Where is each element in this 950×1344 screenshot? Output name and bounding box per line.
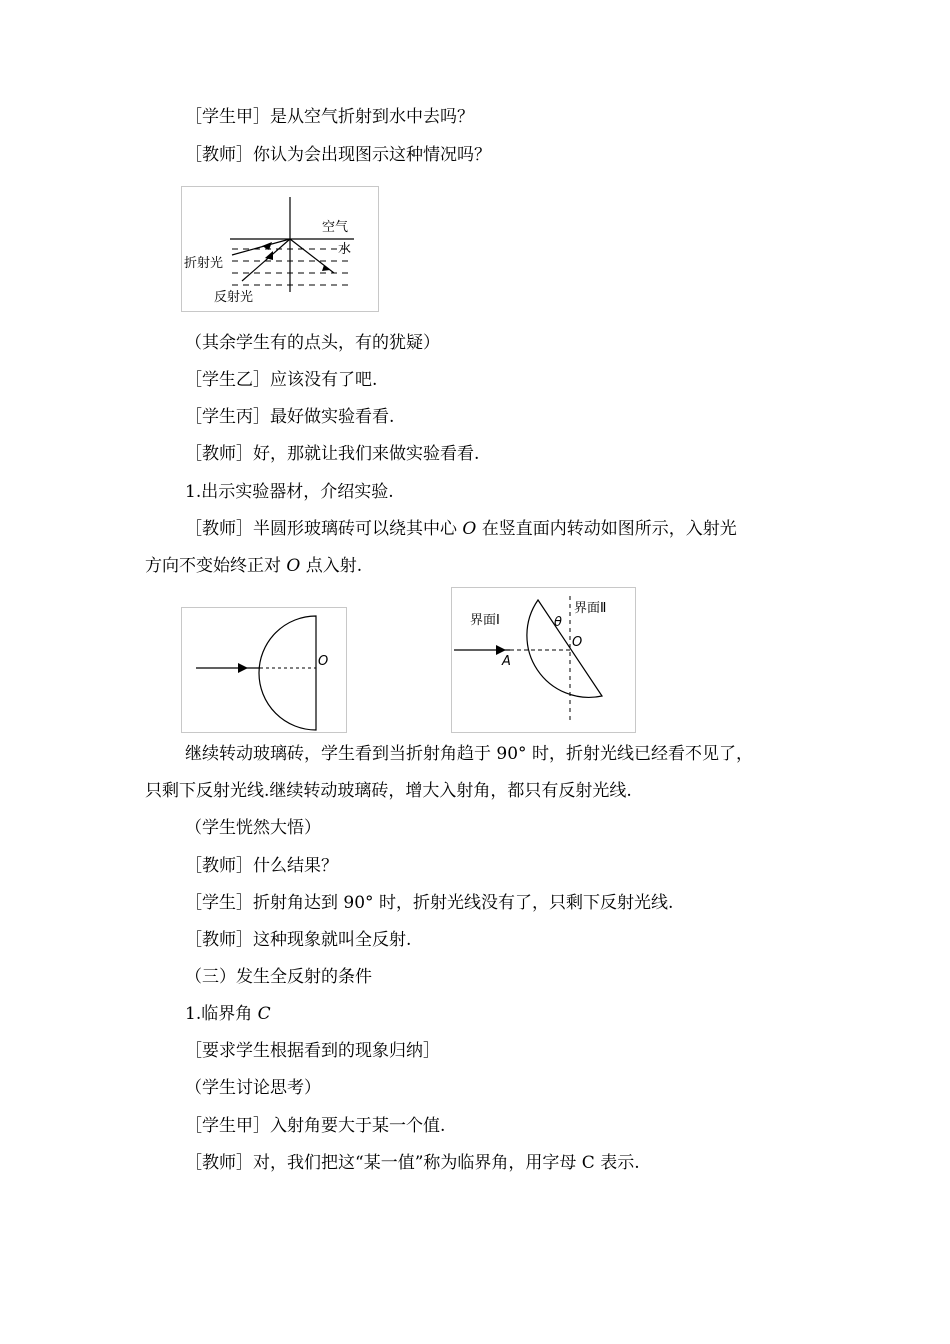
text-line: （其余学生有的点头，有的犹疑） <box>185 333 440 353</box>
text-line: ［教师］对，我们把这“某一值”称为临界角，用字母 C 表示. <box>185 1153 640 1173</box>
text-line: ［学生甲］是从空气折射到水中去吗？ <box>185 107 474 127</box>
text-line: ［教师］你认为会出现图示这种情况吗？ <box>185 145 491 165</box>
text-segment: 1.临界角 <box>185 1004 258 1024</box>
fig2-center-label: O <box>318 654 329 669</box>
text-line: （学生讨论思考） <box>185 1078 321 1098</box>
text-line <box>185 519 737 539</box>
symbol-c: C <box>257 1004 271 1024</box>
text-line <box>185 1004 271 1024</box>
text-line: （三）发生全反射的条件 <box>185 967 372 987</box>
text-line: ［教师］什么结果？ <box>185 856 338 876</box>
text-line: （学生恍然大悟） <box>185 818 321 838</box>
text-line: ［教师］这种现象就叫全反射. <box>185 930 412 950</box>
fig3-center-label: O <box>572 635 583 650</box>
text-line: ［学生丙］最好做实验看看. <box>185 407 395 427</box>
fig3-interface2-label: 界面Ⅱ <box>574 601 607 616</box>
text-segment: 方向不变始终正对 <box>145 556 287 576</box>
fig1-air-label: 空气 <box>322 220 349 235</box>
text-segment: ［教师］半圆形玻璃砖可以绕其中心 <box>185 519 463 539</box>
fig1-reflected-label: 反射光 <box>214 290 254 305</box>
text-segment: 点入射. <box>300 556 363 576</box>
text-line: 只剩下反射光线.继续转动玻璃砖，增大入射角，都只有反射光线. <box>145 781 632 801</box>
text-line: ［要求学生根据看到的现象归纳］ <box>185 1041 440 1061</box>
figure-rotated-glass <box>451 587 636 733</box>
fig3-point-a-label: A <box>502 654 511 669</box>
text-line: ［学生甲］入射角要大于某一个值. <box>185 1116 446 1136</box>
fig3-interface1-label: 界面Ⅰ <box>470 613 500 628</box>
text-line: 继续转动玻璃砖，学生看到当折射角趋于 90° 时，折射光线已经看不见了， <box>185 744 753 764</box>
figure-refraction-water <box>181 186 379 312</box>
text-segment: 在竖直面内转动如图所示，入射光 <box>476 519 737 539</box>
text-line: ［教师］好，那就让我们来做实验看看. <box>185 444 480 464</box>
text-line: 1.出示实验器材，介绍实验. <box>185 482 394 502</box>
fig1-refracted-label: 折射光 <box>184 256 224 271</box>
fig3-theta-label: θ <box>554 615 562 630</box>
figure-semicircle-glass <box>181 607 347 733</box>
symbol-o: O <box>286 556 301 576</box>
text-line: ［学生］折射角达到 90° 时，折射光线没有了，只剩下反射光线. <box>185 893 674 913</box>
symbol-o: O <box>462 519 477 539</box>
text-line <box>145 556 362 576</box>
fig1-water-label: 水 <box>338 242 352 257</box>
text-line: ［学生乙］应该没有了吧. <box>185 370 378 390</box>
